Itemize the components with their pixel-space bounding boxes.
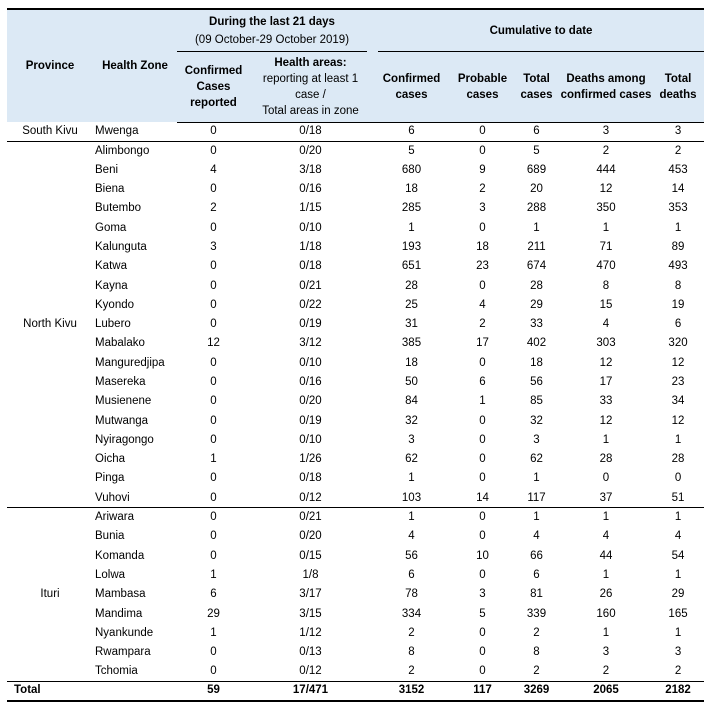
value-cell: 5 xyxy=(479,607,486,620)
header-group-last-21-days xyxy=(177,9,371,52)
value-cell: 0 xyxy=(479,568,486,581)
value-cell: 2 xyxy=(674,665,682,678)
value-cell: 18 xyxy=(405,183,418,196)
value-cell: 1 xyxy=(408,221,415,234)
value-cell: 1 xyxy=(560,508,652,527)
value-cell: 25 xyxy=(405,298,418,311)
header-health-areas xyxy=(250,52,371,122)
value-cell: 680 xyxy=(401,163,422,176)
value-cell: 453 xyxy=(668,163,688,176)
value-cell: 0 xyxy=(479,221,486,234)
health-zone-label: Mutwanga xyxy=(95,414,149,427)
value-cell: 2 xyxy=(479,318,486,331)
value-cell: 160 xyxy=(596,607,616,620)
value-cell: 0 xyxy=(210,376,217,388)
value-cell: 0 xyxy=(479,646,486,659)
table-row xyxy=(7,392,704,411)
health-zone-label: Alimbongo xyxy=(93,141,177,160)
table-row xyxy=(7,373,704,392)
header-province: Province xyxy=(7,9,93,122)
value-cell: 4 xyxy=(210,163,217,176)
value-cell: 44 xyxy=(599,549,613,562)
value-cell: 1 xyxy=(371,508,452,527)
value-cell: 6 xyxy=(479,376,486,388)
table-row xyxy=(7,450,704,469)
value-cell: 303 xyxy=(596,337,616,350)
value-cell: 0/21 xyxy=(250,508,371,527)
value-cell: 0 xyxy=(479,279,486,292)
table-header xyxy=(7,9,704,122)
value-cell: 1 xyxy=(210,453,217,466)
value-cell: 0 xyxy=(210,279,217,292)
table-row xyxy=(7,624,704,643)
value-cell: 17 xyxy=(599,376,613,388)
health-zone-label: Mwenga xyxy=(95,124,139,137)
value-cell: 4 xyxy=(479,298,486,311)
value-cell: 0 xyxy=(479,626,486,639)
value-cell: 0 xyxy=(210,221,217,234)
table-row xyxy=(7,257,704,276)
value-cell: 6 xyxy=(533,568,540,581)
health-zone-label: Masereka xyxy=(95,376,146,388)
value-cell: 0 xyxy=(602,472,610,485)
health-zone-label: Beni xyxy=(95,163,119,176)
value-cell: 1 xyxy=(602,433,610,446)
value-cell: 165 xyxy=(668,607,688,620)
value-cell: 28 xyxy=(671,453,685,466)
total-health-areas: 17/471 xyxy=(292,684,329,697)
group-last21-subtitle: (09 October-29 October 2019) xyxy=(194,33,350,46)
value-cell: 85 xyxy=(530,395,543,408)
health-zone-label: Kyondo xyxy=(95,298,135,311)
value-cell: 0 xyxy=(177,141,250,160)
province-label: North Kivu xyxy=(7,141,93,508)
value-cell: 0 xyxy=(452,508,513,527)
value-cell: 12 xyxy=(599,414,613,427)
table-row xyxy=(7,469,704,488)
value-cell: 0/20 xyxy=(299,395,322,408)
value-cell: 28 xyxy=(599,453,613,466)
value-cell: 0 xyxy=(210,414,217,427)
value-cell: 0 xyxy=(210,298,217,311)
value-cell: 1 xyxy=(602,221,610,234)
value-cell: 3/12 xyxy=(299,337,322,350)
value-cell: 12 xyxy=(671,356,685,369)
value-cell: 0 xyxy=(210,125,217,138)
value-cell: 28 xyxy=(405,279,418,292)
value-cell: 54 xyxy=(671,549,685,562)
value-cell: 0/13 xyxy=(299,646,322,659)
value-cell: 339 xyxy=(526,607,547,620)
value-cell: 8 xyxy=(674,279,682,292)
value-cell: 385 xyxy=(401,337,422,350)
value-cell: 3/18 xyxy=(299,163,322,176)
value-cell: 78 xyxy=(405,588,418,601)
value-cell: 0/16 xyxy=(299,376,322,388)
value-cell: 17 xyxy=(476,337,489,350)
value-cell: 66 xyxy=(530,549,543,562)
value-cell: 29 xyxy=(530,298,543,311)
value-cell: 89 xyxy=(671,240,685,253)
value-cell: 19 xyxy=(671,298,685,311)
health-zone-label: Mambasa xyxy=(95,588,146,601)
value-cell: 0/20 xyxy=(250,141,371,160)
value-cell: 0 xyxy=(210,549,217,562)
value-cell: 0/18 xyxy=(299,472,322,485)
table-row xyxy=(7,643,704,662)
table-row xyxy=(7,411,704,430)
value-cell: 2 xyxy=(408,626,415,639)
header-deaths-among-confirmed: Deaths among confirmed cases xyxy=(560,52,652,122)
value-cell: 0/15 xyxy=(299,549,322,562)
value-cell: 37 xyxy=(599,491,613,504)
table-row xyxy=(7,604,704,623)
value-cell: 1 xyxy=(533,472,540,485)
value-cell: 0 xyxy=(210,260,217,273)
value-cell: 674 xyxy=(526,260,547,273)
value-cell: 0/20 xyxy=(299,530,322,543)
value-cell: 0 xyxy=(210,356,217,369)
value-cell: 1 xyxy=(674,433,682,446)
value-cell: 117 xyxy=(527,491,546,504)
health-zone-label: Rwampara xyxy=(95,646,151,659)
value-cell: 10 xyxy=(476,549,489,562)
value-cell: 3 xyxy=(674,646,682,659)
table-row xyxy=(7,508,704,527)
value-cell: 14 xyxy=(671,183,685,196)
value-cell: 62 xyxy=(530,453,543,466)
value-cell: 33 xyxy=(599,395,613,408)
header-group-cumulative xyxy=(371,9,704,52)
value-cell: 1 xyxy=(602,626,610,639)
value-cell: 4 xyxy=(533,530,540,543)
health-zone-label: Nyiragongo xyxy=(95,433,154,446)
value-cell: 0 xyxy=(479,453,486,466)
value-cell: 51 xyxy=(671,491,685,504)
value-cell: 0 xyxy=(210,395,217,408)
total-confirmed-reported: 59 xyxy=(207,684,220,697)
table-row xyxy=(7,489,704,508)
value-cell: 0 xyxy=(479,665,486,678)
value-cell: 3 xyxy=(533,433,540,446)
value-cell: 0 xyxy=(210,646,217,659)
value-cell: 2 xyxy=(210,202,217,215)
header-health-areas-title: Health areas: xyxy=(274,56,347,69)
value-cell: 8 xyxy=(408,646,415,659)
value-cell: 71 xyxy=(599,240,613,253)
total-row xyxy=(7,682,704,701)
header-confirmed-cases-reported: Confirmed Cases reported xyxy=(177,52,250,122)
table-row xyxy=(7,238,704,257)
value-cell: 0 xyxy=(479,433,486,446)
value-cell: 2 xyxy=(602,665,610,678)
health-zone-label: Kalunguta xyxy=(95,240,147,253)
value-cell: 12 xyxy=(207,337,220,350)
table-row xyxy=(7,527,704,546)
table-row xyxy=(7,199,704,218)
value-cell: 23 xyxy=(671,376,685,388)
value-cell: 9 xyxy=(479,163,486,176)
table-footer xyxy=(7,682,704,701)
value-cell: 6 xyxy=(408,125,415,138)
value-cell: 32 xyxy=(405,414,418,427)
value-cell: 0 xyxy=(479,472,486,485)
table-row xyxy=(7,662,704,681)
value-cell: 444 xyxy=(596,163,616,176)
value-cell: 0 xyxy=(479,414,486,427)
value-cell: 26 xyxy=(599,588,613,601)
table-body xyxy=(7,122,704,682)
header-health-areas-line2: reporting at least 1 case / xyxy=(262,72,359,101)
value-cell: 3 xyxy=(674,125,682,138)
value-cell: 1 xyxy=(210,568,217,581)
value-cell: 50 xyxy=(405,376,418,388)
value-cell: 2 xyxy=(408,665,415,678)
value-cell: 5 xyxy=(371,141,452,160)
health-zone-label: Biena xyxy=(95,183,125,196)
value-cell: 31 xyxy=(405,318,418,331)
value-cell: 12 xyxy=(671,414,685,427)
value-cell: 1 xyxy=(674,221,682,234)
table-row xyxy=(7,547,704,566)
value-cell: 18 xyxy=(476,240,489,253)
value-cell: 1/8 xyxy=(302,568,319,581)
health-zone-label: Manguredjipa xyxy=(95,356,165,369)
table-row xyxy=(7,585,704,604)
health-zone-label: Kayna xyxy=(95,279,128,292)
value-cell: 1 xyxy=(408,472,415,485)
value-cell: 651 xyxy=(401,260,422,273)
value-cell: 334 xyxy=(401,607,422,620)
value-cell: 0 xyxy=(479,125,486,138)
value-cell: 0/18 xyxy=(299,260,322,273)
group-last21-title: During the last 21 days xyxy=(209,15,335,28)
value-cell: 3 xyxy=(408,433,415,446)
value-cell: 1 xyxy=(602,568,610,581)
value-cell: 20 xyxy=(530,183,543,196)
health-zone-label: Oicha xyxy=(95,453,126,466)
ebola-summary-table xyxy=(7,8,704,702)
value-cell: 14 xyxy=(476,491,489,504)
table-row xyxy=(7,276,704,295)
value-cell: 0 xyxy=(210,665,217,678)
value-cell: 56 xyxy=(405,549,418,562)
value-cell: 18 xyxy=(405,356,418,369)
table-row xyxy=(7,334,704,353)
health-zone-label: Mandima xyxy=(95,607,143,620)
header-health-zone: Health Zone xyxy=(93,9,177,122)
value-cell: 18 xyxy=(530,356,543,369)
province-label: Ituri xyxy=(7,508,93,682)
group-cumulative-title: Cumulative to date xyxy=(489,24,593,37)
value-cell: 6 xyxy=(674,318,682,331)
value-cell: 2 xyxy=(533,626,540,639)
value-cell: 350 xyxy=(596,202,616,215)
value-cell: 193 xyxy=(401,240,422,253)
health-zone-label: Katwa xyxy=(95,260,127,273)
value-cell: 0 xyxy=(674,472,682,485)
value-cell: 5 xyxy=(513,141,560,160)
value-cell: 12 xyxy=(599,183,613,196)
value-cell: 0 xyxy=(210,318,217,331)
value-cell: 4 xyxy=(408,530,415,543)
value-cell: 288 xyxy=(526,202,547,215)
value-cell: 12 xyxy=(599,356,613,369)
value-cell: 0 xyxy=(177,508,250,527)
value-cell: 0 xyxy=(210,433,217,446)
table-row xyxy=(7,315,704,334)
value-cell: 29 xyxy=(207,607,220,620)
health-zone-label: Ariwara xyxy=(93,508,177,527)
value-cell: 1 xyxy=(652,508,704,527)
value-cell: 34 xyxy=(671,395,685,408)
value-cell: 28 xyxy=(530,279,543,292)
value-cell: 353 xyxy=(668,202,688,215)
value-cell: 84 xyxy=(405,395,418,408)
value-cell: 0/19 xyxy=(299,318,322,331)
value-cell: 8 xyxy=(602,279,610,292)
value-cell: 4 xyxy=(674,530,682,543)
value-cell: 3 xyxy=(210,240,217,253)
value-cell: 2 xyxy=(533,665,540,678)
value-cell: 4 xyxy=(602,318,610,331)
value-cell: 2 xyxy=(479,183,486,196)
value-cell: 493 xyxy=(668,260,688,273)
health-zone-label: Komanda xyxy=(95,549,145,562)
table-row xyxy=(7,218,704,237)
total-total-cases: 3269 xyxy=(523,684,550,697)
health-zone-label: Mabalako xyxy=(95,337,145,350)
total-label: Total xyxy=(14,684,41,697)
value-cell: 0 xyxy=(210,183,217,196)
value-cell: 81 xyxy=(530,588,543,601)
value-cell: 285 xyxy=(401,202,422,215)
health-zone-label: Nyankunde xyxy=(95,626,154,639)
health-zone-label: Lubero xyxy=(95,318,131,331)
value-cell: 0/10 xyxy=(299,433,322,446)
value-cell: 2 xyxy=(652,141,704,160)
value-cell: 6 xyxy=(210,588,217,601)
value-cell: 6 xyxy=(533,125,540,138)
value-cell: 0/21 xyxy=(299,279,322,292)
total-confirmed-cases: 3152 xyxy=(398,684,425,697)
value-cell: 1 xyxy=(479,395,486,408)
value-cell: 470 xyxy=(596,260,616,273)
value-cell: 23 xyxy=(476,260,489,273)
value-cell: 0/22 xyxy=(299,298,322,311)
value-cell: 56 xyxy=(530,376,543,388)
value-cell: 0/10 xyxy=(299,221,322,234)
value-cell: 1 xyxy=(533,221,540,234)
value-cell: 1 xyxy=(674,568,682,581)
value-cell: 0 xyxy=(452,141,513,160)
health-zone-label: Butembo xyxy=(95,202,142,215)
value-cell: 0 xyxy=(479,356,486,369)
table-row xyxy=(7,296,704,315)
value-cell: 3 xyxy=(479,588,486,601)
header-health-areas-line3: Total areas in zone xyxy=(262,104,359,117)
value-cell: 29 xyxy=(671,588,685,601)
table-row xyxy=(7,141,704,160)
total-total-deaths: 2182 xyxy=(665,684,691,697)
report-table-container xyxy=(7,8,704,702)
total-deaths-confirmed: 2065 xyxy=(593,684,619,697)
header-total-cases: Total cases xyxy=(513,52,560,122)
value-cell: 320 xyxy=(668,337,688,350)
table-row xyxy=(7,180,704,199)
value-cell: 1 xyxy=(674,626,682,639)
value-cell: 3 xyxy=(602,646,610,659)
value-cell: 1 xyxy=(513,508,560,527)
value-cell: 402 xyxy=(526,337,547,350)
value-cell: 1/15 xyxy=(299,202,322,215)
header-total-deaths: Total deaths xyxy=(652,52,704,122)
value-cell: 15 xyxy=(599,298,613,311)
value-cell: 1/18 xyxy=(299,240,322,253)
value-cell: 0/10 xyxy=(299,356,322,369)
value-cell: 1/12 xyxy=(299,626,322,639)
value-cell: 32 xyxy=(530,414,543,427)
value-cell: 2 xyxy=(560,141,652,160)
value-cell: 33 xyxy=(530,318,543,331)
province-label: South Kivu xyxy=(22,124,78,137)
value-cell: 211 xyxy=(527,240,546,253)
value-cell: 0/18 xyxy=(299,125,322,138)
value-cell: 1/26 xyxy=(299,453,322,466)
value-cell: 1 xyxy=(210,626,217,639)
value-cell: 3/15 xyxy=(299,607,322,620)
value-cell: 4 xyxy=(602,530,610,543)
value-cell: 3 xyxy=(602,125,610,138)
health-zone-label: Musienene xyxy=(95,395,152,408)
table-row xyxy=(7,431,704,450)
value-cell: 8 xyxy=(533,646,540,659)
value-cell: 0/19 xyxy=(299,414,322,427)
value-cell: 689 xyxy=(526,163,547,176)
value-cell: 0 xyxy=(210,491,217,504)
value-cell: 0 xyxy=(210,472,217,485)
health-zone-label: Goma xyxy=(95,221,127,234)
table-row xyxy=(7,161,704,180)
health-zone-label: Tchomia xyxy=(95,665,138,678)
header-confirmed-cases: Confirmed cases xyxy=(371,52,452,122)
table-row xyxy=(7,354,704,373)
value-cell: 103 xyxy=(401,491,422,504)
health-zone-label: Pinga xyxy=(95,472,125,485)
health-zone-label: Bunia xyxy=(95,530,125,543)
value-cell: 3 xyxy=(479,202,486,215)
total-probable-cases: 117 xyxy=(473,684,492,697)
value-cell: 0/16 xyxy=(299,183,322,196)
value-cell: 0 xyxy=(479,530,486,543)
value-cell: 6 xyxy=(408,568,415,581)
health-zone-label: Vuhovi xyxy=(95,491,130,504)
value-cell: 0/12 xyxy=(299,665,322,678)
table-row xyxy=(7,566,704,585)
table-row xyxy=(7,122,704,141)
value-cell: 0 xyxy=(210,530,217,543)
health-zone-label: Lolwa xyxy=(95,568,126,581)
value-cell: 62 xyxy=(405,453,418,466)
value-cell: 0/12 xyxy=(299,491,322,504)
header-probable-cases: Probable cases xyxy=(452,52,513,122)
value-cell: 3/17 xyxy=(299,588,322,601)
